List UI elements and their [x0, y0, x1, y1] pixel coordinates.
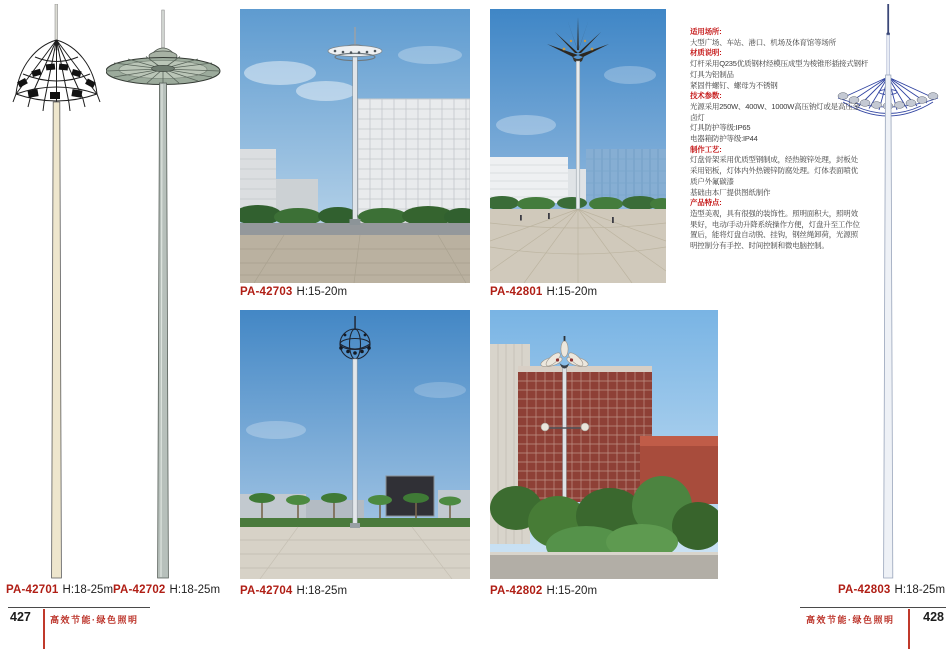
- lamp-disc: [106, 48, 220, 85]
- product-code: PA-42702: [113, 584, 166, 596]
- section-title-workmanship: 制作工艺:: [690, 144, 722, 154]
- spec-info-panel: [690, 27, 869, 252]
- product-label-pa42802: [490, 585, 597, 597]
- footer-slogan-left: 高效节能·绿色照明: [50, 615, 139, 625]
- product-label-pa42704: [240, 585, 347, 597]
- product-code: PA-42802: [490, 585, 543, 597]
- section-line: 造型美观，具有很强的装饰性。照明面积大，照明效: [690, 208, 858, 218]
- lightning-rod: [887, 4, 889, 34]
- product-photo-pa42704: [240, 310, 470, 579]
- section-line: 灯盘骨架采用优质型钢制成，经热镀锌处理，封板处: [690, 155, 858, 165]
- product-height-range: H:18-25m: [62, 584, 114, 596]
- product-photo-pa42802: [490, 310, 718, 579]
- product-height-range: H:15-20m: [546, 286, 598, 298]
- product-code: PA-42801: [490, 286, 543, 298]
- high-mast-line-drawing-pa42702: [106, 4, 232, 582]
- product-label-pa42701: [6, 584, 113, 596]
- pole: [353, 57, 358, 223]
- product-height-range: H:15-20m: [296, 286, 348, 298]
- section-line: 卤灯: [690, 112, 705, 122]
- section-line: 明控制分有手控、时间控制和微电脑控制。: [690, 241, 829, 251]
- product-label-pa42801: [490, 286, 597, 298]
- section-line: 光源采用250W、400W、1000W高压钠灯或是高压金: [690, 101, 860, 111]
- product-code: PA-42803: [838, 584, 891, 596]
- pole: [884, 75, 893, 578]
- section-line: 基础由本厂提供图纸制作: [690, 187, 771, 197]
- pole: [353, 359, 357, 527]
- lightning-rod: [162, 10, 165, 48]
- footer-divider: [43, 609, 45, 649]
- footer-right: [800, 607, 946, 652]
- footer-divider: [908, 609, 910, 649]
- product-height-range: H:18-25m: [296, 585, 348, 597]
- page-number-right: 428: [923, 610, 944, 624]
- section-line: 果好，电动/手动升降系统操作方便，灯盘升至工作位: [690, 219, 860, 229]
- pole: [576, 61, 580, 209]
- page-number-left: 427: [10, 610, 31, 624]
- pole: [158, 83, 169, 578]
- section-title-features: 产品特点:: [690, 198, 722, 208]
- section-title-applicable-places: 适用场所:: [690, 27, 722, 36]
- section-line: 灯具为铝制品: [690, 69, 734, 79]
- section-line: 置后，能将灯盘自动脱、挂钩，钢丝绳卸荷，光源照: [690, 230, 858, 240]
- section-line: 质户外氟碳漆: [690, 176, 734, 186]
- product-height-range: H:18-25m: [894, 584, 946, 596]
- product-height-range: H:18-25m: [169, 584, 221, 596]
- footer-left: [8, 607, 150, 652]
- red-building: [518, 372, 652, 502]
- product-code: PA-42704: [240, 585, 293, 597]
- section-line: 大型广场、车站、港口、机场及体育馆等场所: [690, 37, 836, 47]
- section-line: 灯具防护等级:IP65: [690, 123, 751, 133]
- product-photo-pa42801: [490, 9, 666, 283]
- section-line: 紧固件螺钉、螺母为不锈钢: [690, 80, 778, 90]
- product-code: PA-42703: [240, 286, 293, 298]
- footer-slogan-right: 高效节能·绿色照明: [806, 615, 895, 625]
- section-line: 采用铝板，灯体内外热镀锌防腐处理。灯体表面喷优: [690, 166, 858, 176]
- office-building: [358, 99, 470, 223]
- product-label-pa42703: [240, 286, 347, 298]
- pole: [52, 102, 62, 578]
- section-line: 灯杆采用Q235优质钢材经模压成型为棱锥形插接式钢杆: [690, 59, 869, 69]
- product-photo-pa42703: [240, 9, 470, 283]
- lightning-rod: [354, 316, 356, 330]
- product-code: PA-42701: [6, 584, 59, 596]
- high-mast-line-drawing-pa42701: [6, 4, 108, 582]
- product-height-range: H:15-20m: [546, 585, 598, 597]
- section-title-tech-params: 技术参数:: [690, 91, 722, 101]
- footer-rule: [8, 607, 150, 608]
- section-line: 电器箱防护等级:IP44: [690, 134, 758, 144]
- product-label-pa42702: [113, 584, 220, 596]
- section-title-material: 材质说明:: [690, 48, 722, 58]
- footer-rule: [800, 607, 946, 608]
- product-label-pa42803: [838, 584, 945, 596]
- lamp-crown: [13, 40, 100, 111]
